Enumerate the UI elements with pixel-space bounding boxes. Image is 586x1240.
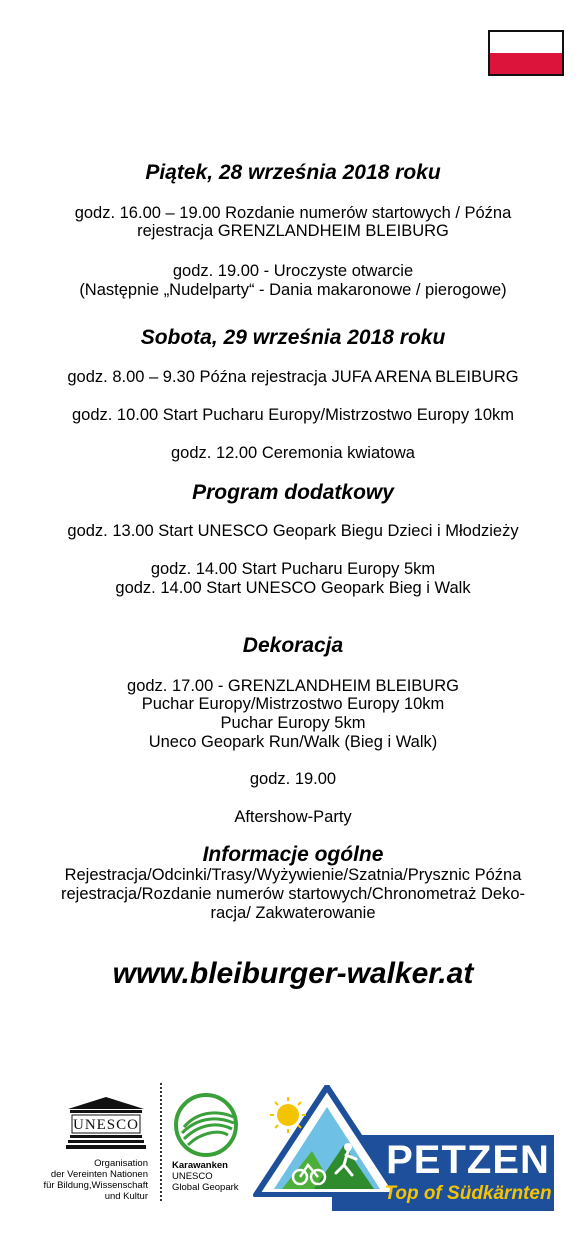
- info-heading: Informacje ogólne: [202, 843, 384, 866]
- decoration-line-6: Aftershow-Party: [234, 808, 352, 826]
- flag-red-stripe: [490, 53, 562, 74]
- saturday-line-1: godz. 8.00 – 9.30 Późna rejestracja JUFA ARENA BLEIBURG: [67, 368, 519, 386]
- friday-heading: Piątek, 28 września 2018 roku: [145, 161, 441, 184]
- website-link[interactable]: www.bleiburger-walker.at: [112, 957, 474, 990]
- flag-white-stripe: [490, 32, 562, 53]
- karawanken-line-3: Global Geopark: [172, 1182, 239, 1193]
- info-line-3: racja/ Zakwaterowanie: [210, 904, 376, 922]
- saturday-heading: Sobota, 29 września 2018 roku: [140, 326, 446, 349]
- unesco-line-1: Organisation: [94, 1158, 148, 1169]
- petzen-subtitle: Top of Südkärnten: [384, 1183, 552, 1204]
- extra-heading: Program dodatkowy: [192, 481, 394, 504]
- decoration-line-3: Puchar Europy 5km: [220, 714, 366, 732]
- friday-line-2a: godz. 19.00 - Uroczyste otwarcie: [172, 262, 414, 280]
- sponsor-logos: [0, 1075, 586, 1205]
- unesco-caption: [20, 1158, 148, 1202]
- friday-line-2b: (Następnie „Nudelparty“ - Dania makaronowe / pierogowe): [79, 281, 507, 299]
- karawanken-geopark-icon: [170, 1091, 242, 1159]
- logo-divider: [160, 1083, 162, 1201]
- decoration-line-5: godz. 19.00: [249, 770, 337, 788]
- decoration-heading: Dekoracja: [242, 634, 344, 657]
- unesco-line-4: und Kultur: [104, 1191, 148, 1202]
- unesco-line-2: der Vereinten Nationen: [50, 1169, 148, 1180]
- petzen-title: PETZEN: [386, 1138, 550, 1182]
- info-line-1: Rejestracja/Odcinki/Trasy/Wyżywienie/Szatnia/Prysznic Późna: [64, 866, 522, 884]
- extra-line-2: godz. 14.00 Start Pucharu Europy 5km: [150, 560, 436, 578]
- friday-line-1b: rejestracja GRENZLANDHEIM BLEIBURG: [137, 222, 449, 240]
- unesco-temple-icon: [66, 1095, 146, 1151]
- extra-line-1: godz. 13.00 Start UNESCO Geopark Biegu Dzieci i Młodzieży: [67, 522, 519, 540]
- petzen-mountain-icon: [252, 1085, 402, 1197]
- poland-flag-icon: [488, 30, 564, 76]
- friday-line-1a: godz. 16.00 – 19.00 Rozdanie numerów startowych / Późna: [74, 204, 512, 222]
- karawanken-line-1: Karawanken: [172, 1160, 228, 1171]
- karawanken-caption: [172, 1160, 262, 1193]
- unesco-emblem-text: UNESCO: [72, 1117, 140, 1133]
- saturday-line-3: godz. 12.00 Ceremonia kwiatowa: [171, 444, 415, 462]
- karawanken-line-2: UNESCO: [172, 1171, 213, 1182]
- extra-line-3: godz. 14.00 Start UNESCO Geopark Bieg i Walk: [115, 579, 471, 597]
- decoration-line-4: Uneco Geopark Run/Walk (Bieg i Walk): [148, 733, 438, 751]
- saturday-line-2: godz. 10.00 Start Pucharu Europy/Mistrzostwo Europy 10km: [71, 406, 515, 424]
- decoration-line-2: Puchar Europy/Mistrzostwo Europy 10km: [141, 695, 445, 713]
- unesco-line-3: für Bildung,Wissenschaft: [43, 1180, 148, 1191]
- petzen-logo: [252, 1085, 558, 1204]
- info-line-2: rejestracja/Rozdanie numerów startowych/Chronometraż Deko-: [60, 885, 526, 903]
- decoration-line-1: godz. 17.00 - GRENZLANDHEIM BLEIBURG: [127, 677, 459, 695]
